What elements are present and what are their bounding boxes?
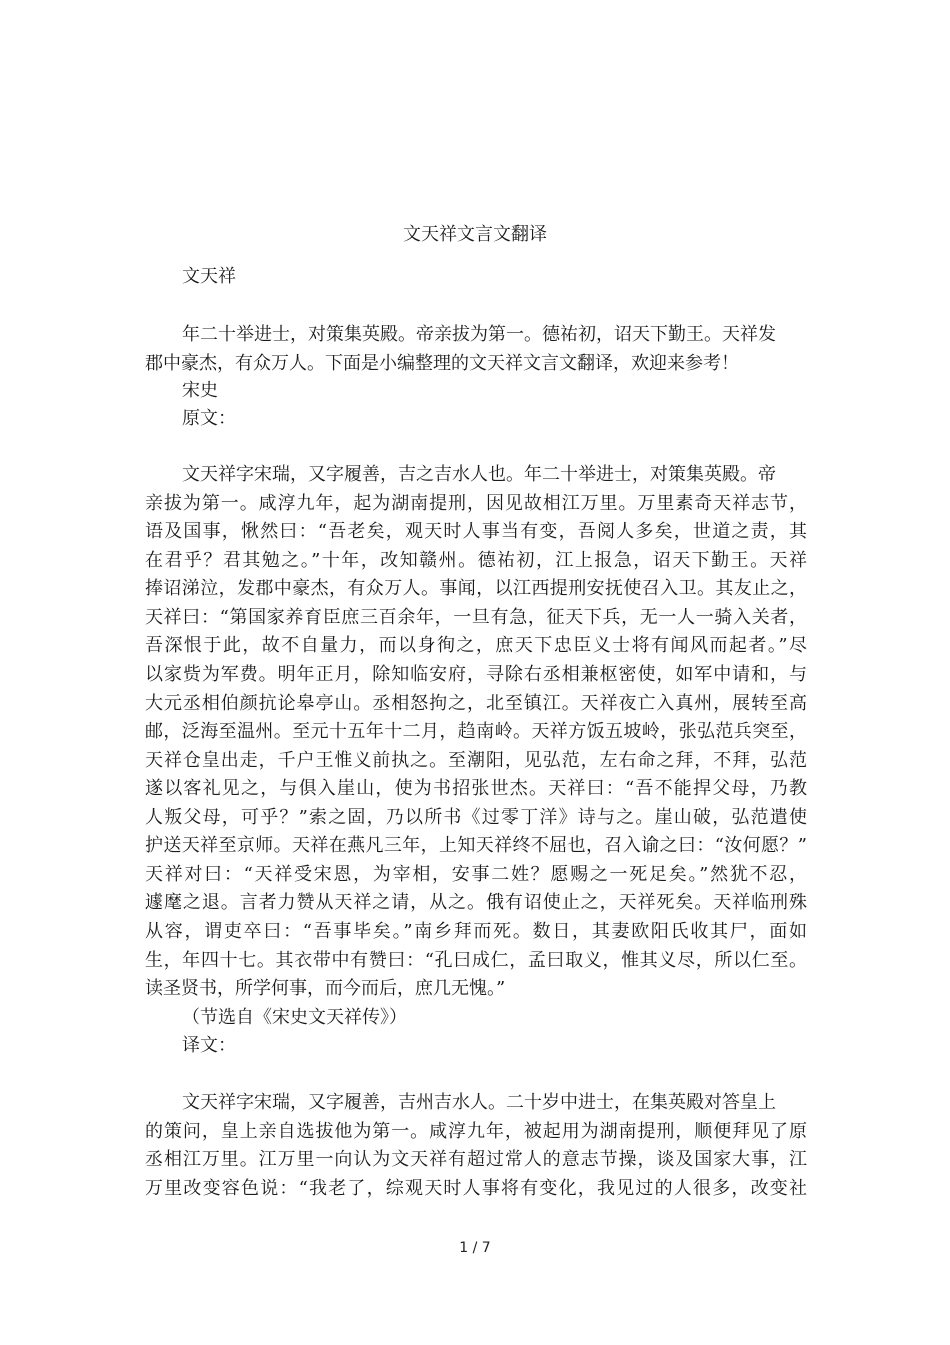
original-line: 大元丞相伯颜抗论皋亭山。丞相怒拘之，北至镇江。天祥夜亡入真州，展转至高 (145, 693, 807, 714)
page-number: 1 / 7 (459, 1240, 491, 1256)
original-line: 生，年四十七。其衣带中有赞曰：“孔曰成仁，孟曰取义，惟其义尽，所以仁至。 (145, 950, 807, 971)
original-line: 遽麾之退。言者力赞从天祥之请，从之。俄有诏使止之，天祥死矣。天祥临刑殊 (145, 892, 807, 913)
original-line: 读圣贤书，所学何事，而今而后，庶几无愧。” (145, 978, 506, 999)
original-line: 在君乎？君其勉之。”十年，改知赣州。德祐初，江上报急，诏天下勤王。天祥 (145, 550, 807, 571)
translation-line: 文天祥字宋瑞，又字履善，吉州吉水人。二十岁中进士，在集英殿对答皇上 (182, 1092, 776, 1113)
original-line: 亲拔为第一。咸淳九年，起为湖南提刑，因见故相江万里。万里素奇天祥志节， (145, 493, 807, 514)
translation-line: 万里改变容色说：“我老了，综观天时人事将有变化，我见过的人很多，改变社 (145, 1178, 807, 1199)
original-line: 天祥曰：“第国家养育臣庶三百余年，一旦有急，征天下兵，无一人一骑入关者， (145, 607, 807, 628)
source-label: 宋史 (182, 380, 218, 401)
subtitle: 文天祥 (182, 266, 236, 287)
document-title: 文天祥文言文翻译 (403, 224, 547, 245)
original-line: 遂以客礼见之，与俱入崖山，使为书招张世杰。天祥曰：“吾不能捍父母，乃教 (145, 778, 807, 799)
original-line: 天祥对曰：“天祥受宋恩，为宰相，安事二姓？愿赐之一死足矣。”然犹不忍， (145, 864, 807, 885)
translation-line: 的策问，皇上亲自选拔他为第一。咸淳九年，被起用为湖南提刑，顺便拜见了原 (145, 1121, 807, 1142)
original-line: 天祥仓皇出走，千户王惟义前执之。至潮阳，见弘范，左右命之拜，不拜，弘范 (145, 750, 807, 771)
original-line: 捧诏涕泣，发郡中豪杰，有众万人。事闻，以江西提刑安抚使召入卫。其友止之， (145, 578, 807, 599)
original-line: 人叛父母，可乎？”索之固，乃以所书《过零丁洋》诗与之。崖山破，弘范遣使 (145, 807, 807, 828)
translation-line: 丞相江万里。江万里一向认为文天祥有超过常人的意志节操，谈及国家大事，江 (145, 1149, 807, 1170)
original-line: 语及国事，愀然曰：“吾老矣，观天时人事当有变，吾阅人多矣，世道之责，其 (145, 521, 807, 542)
original-line: 从容，谓吏卒曰：“吾事毕矣。”南乡拜而死。数日，其妻欧阳氏收其尸，面如 (145, 921, 807, 942)
original-line: 以家赀为军费。明年正月，除知临安府，寻除右丞相兼枢密使，如军中请和，与 (145, 664, 807, 685)
original-line: 邮，泛海至温州。至元十五年十二月，趋南岭。天祥方饭五坡岭，张弘范兵突至， (145, 721, 807, 742)
original-line: 护送天祥至京师。天祥在燕凡三年，上知天祥终不屈也，召入谕之曰：“汝何愿？” (145, 835, 807, 856)
original-line: 吾深恨于此，故不自量力，而以身徇之，庶天下忠臣义士将有闻风而起者。”尽 (145, 635, 807, 656)
excerpt-note: （节选自《宋史文天祥传》） (182, 1007, 407, 1028)
original-label: 原文： (182, 408, 236, 429)
intro-line-2: 郡中豪杰，有众万人。下面是小编整理的文天祥文言文翻译，欢迎来参考！ (145, 353, 739, 374)
original-line: 文天祥字宋瑞，又字履善，吉之吉水人也。年二十举进士，对策集英殿。帝 (182, 464, 776, 485)
intro-line-1: 年二十举进士，对策集英殿。帝亲拔为第一。德祐初，诏天下勤王。天祥发 (182, 324, 776, 345)
translation-label: 译文： (182, 1035, 236, 1056)
